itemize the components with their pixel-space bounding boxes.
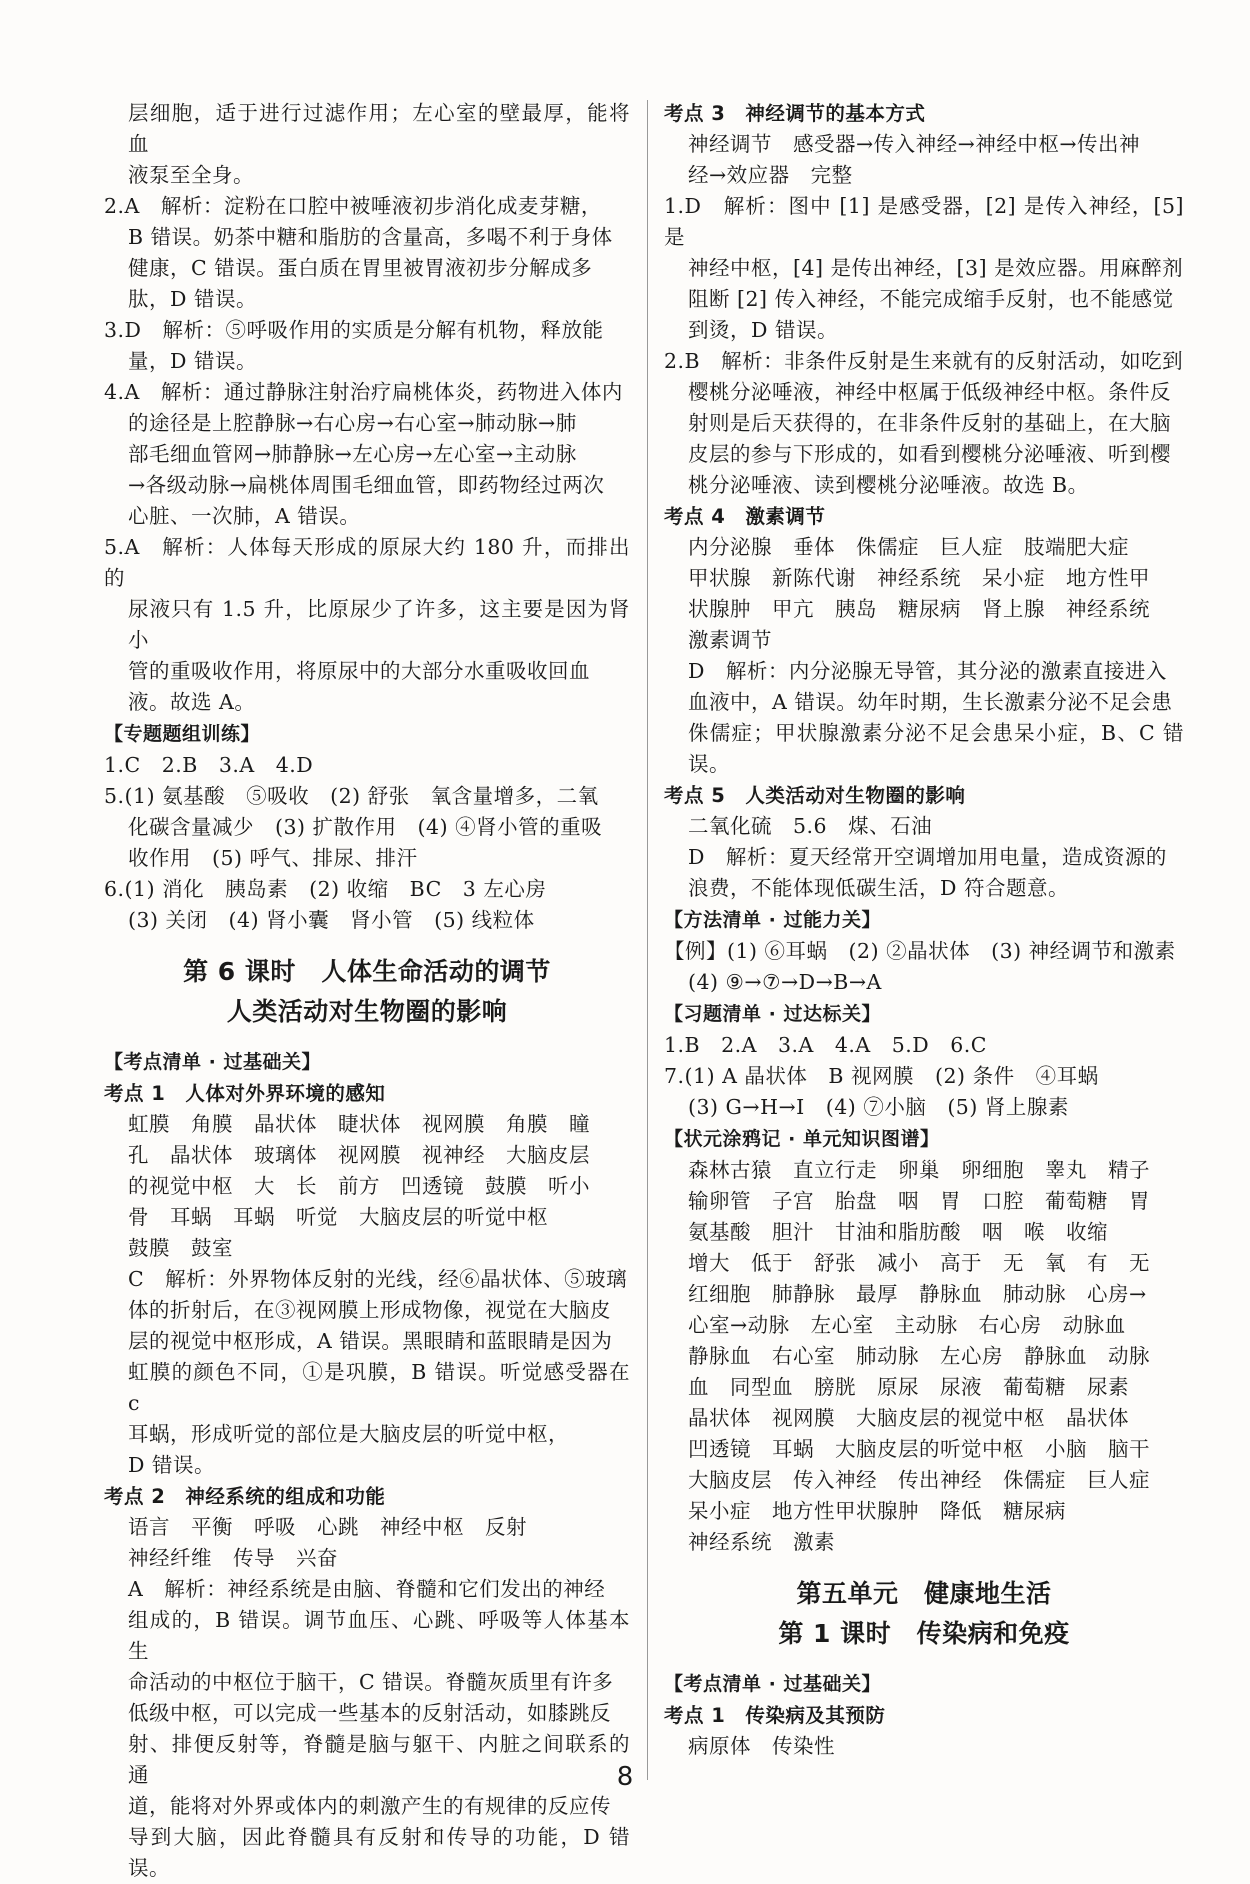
text-line: 虹膜的颜色不同，①是巩膜，B 错误。听觉感受器在 c: [128, 1360, 630, 1415]
text-line: 耳蜗，形成听觉的部位是大脑皮层的听觉中枢，: [128, 1422, 569, 1446]
text-line: 【考点清单 · 过基础关】: [664, 1673, 881, 1695]
text-line: (3) G→H→I (4) ⑦小脑 (5) 肾上腺素: [688, 1095, 1069, 1119]
text-line: 健康，C 错误。蛋白质在胃里被胃液初步分解成多: [128, 256, 593, 280]
text-line: 层的视觉中枢形成，A 错误。黑眼睛和蓝眼睛是因为: [128, 1329, 613, 1353]
text-line: (3) 关闭 (4) 肾小囊 肾小管 (5) 线粒体: [128, 908, 535, 932]
text-line: 5.(1) 氨基酸 ⑤吸收 (2) 舒张 氧含量增多，二氧: [104, 784, 599, 808]
text-line: 命活动的中枢位于脑干，C 错误。脊髓灰质里有许多: [128, 1670, 614, 1694]
page-number: 8: [616, 1762, 634, 1792]
text-line: A 解析：神经系统是由脑、脊髓和它们发出的神经: [128, 1577, 606, 1601]
text-line: 神经纤维 传导 兴奋: [128, 1546, 338, 1570]
text-line: 虹膜 角膜 晶状体 睫状体 视网膜 角膜 瞳: [128, 1112, 590, 1136]
text-line: 神经调节 感受器→传入神经→神经中枢→传出神: [688, 132, 1141, 156]
text-line: 红细胞 肺静脉 最厚 静脉血 肺动脉 心房→: [688, 1282, 1147, 1306]
text-line: 管的重吸收作用，将原尿中的大部分水重吸收回血: [128, 659, 590, 683]
text-line: 浪费，不能体现低碳生活，D 符合题意。: [688, 876, 1069, 900]
text-line: 道，能将对外界或体内的刺激产生的有规律的反应传: [128, 1794, 611, 1818]
lesson-6-heading: [104, 952, 630, 1032]
text-line: 【专题题组训练】: [104, 723, 261, 745]
text-line: 侏儒症；甲状腺激素分泌不足会患呆小症，B、C 错误。: [688, 721, 1184, 776]
text-line: 收作用 (5) 呼气、排尿、排汗: [128, 846, 418, 870]
text-line: →各级动脉→扁桃体周围毛细血管，即药物经过两次: [128, 473, 605, 497]
unit-5-answers: [664, 1668, 1184, 1762]
text-line: D 错误。: [128, 1453, 215, 1477]
text-line: D 解析：内分泌腺无导管，其分泌的激素直接进入: [688, 659, 1167, 683]
text-line: 孔 晶状体 玻璃体 视网膜 视神经 大脑皮层: [128, 1143, 590, 1167]
text-line: 6.(1) 消化 胰岛素 (2) 收缩 BC 3 左心房: [104, 877, 547, 901]
text-line: 神经系统 激素: [688, 1530, 835, 1554]
text-line: 化碳含量减少 (3) 扩散作用 (4) ④肾小管的重吸: [128, 815, 603, 839]
text-line: 到烫，D 错误。: [688, 318, 838, 342]
text-line: 神经中枢，[4] 是传出神经，[3] 是效应器。用麻醉剂: [688, 256, 1184, 280]
text-line: 血 同型血 膀胱 原尿 尿液 葡萄糖 尿素: [688, 1375, 1129, 1399]
text-line: 【习题清单 · 过达标关】: [664, 1003, 881, 1025]
text-line: 部毛细血管网→肺静脉→左心房→左心室→主动脉: [128, 442, 577, 466]
text-line: 晶状体 视网膜 大脑皮层的视觉中枢 晶状体: [688, 1406, 1129, 1430]
text-line: 考点 1 人体对外界环境的感知: [104, 1082, 386, 1105]
text-line: 1.C 2.B 3.A 4.D: [104, 753, 314, 777]
text-line: 考点 3 神经调节的基本方式: [664, 102, 926, 125]
text-line: 考点 4 激素调节: [664, 505, 826, 528]
column-divider: [647, 100, 648, 1780]
text-line: 【状元涂鸦记 · 单元知识图谱】: [664, 1128, 940, 1150]
text-line: 层细胞，适于进行过滤作用；左心室的壁最厚，能将血: [128, 101, 630, 156]
text-line: 考点 2 神经系统的组成和功能: [104, 1485, 386, 1508]
text-line: 肽，D 错误。: [128, 287, 257, 311]
text-line: 液泵至全身。: [128, 163, 254, 187]
text-line: 体的折射后，在③视网膜上形成物像，视觉在大脑皮: [128, 1298, 611, 1322]
text-line: 量，D 错误。: [128, 349, 257, 373]
text-line: B 错误。奶茶中糖和脂肪的含量高，多喝不利于身体: [128, 225, 613, 249]
left-answer-block: [104, 98, 630, 936]
text-line: 输卵管 子宫 胎盘 咽 胃 口腔 葡萄糖 胃: [688, 1189, 1150, 1213]
text-line: 皮层的参与下形成的，如看到樱桃分泌唾液、听到樱: [688, 442, 1171, 466]
right-answer-block: [664, 98, 1184, 1558]
lesson-6-answers: [104, 1046, 630, 1884]
text-line: 液。故选 A。: [128, 690, 256, 714]
text-line: 森林古猿 直立行走 卵巢 卵细胞 睾丸 精子: [688, 1158, 1150, 1182]
text-line: 心室→动脉 左心室 主动脉 右心房 动脉血: [688, 1313, 1126, 1337]
text-line: 尿液只有 1.5 升，比原尿少了许多，这主要是因为肾小: [128, 597, 630, 652]
text-line: 桃分泌唾液、读到樱桃分泌唾液。故选 B。: [688, 473, 1089, 497]
text-line: 大脑皮层 传入神经 传出神经 侏儒症 巨人症: [688, 1468, 1150, 1492]
text-line: 射则是后天获得的，在非条件反射的基础上，在大脑: [688, 411, 1171, 435]
text-line: 樱桃分泌唾液，神经中枢属于低级神经中枢。条件反: [688, 380, 1171, 404]
text-line: C 解析：外界物体反射的光线，经⑥晶状体、⑤玻璃: [128, 1267, 628, 1291]
text-line: 射、排便反射等，脊髓是脑与躯干、内脏之间联系的通: [128, 1732, 630, 1787]
text-line: 状腺肿 甲亢 胰岛 糖尿病 肾上腺 神经系统: [688, 597, 1150, 621]
text-line: (4) ⑨→⑦→D→B→A: [688, 970, 882, 994]
text-line: 鼓膜 鼓室: [128, 1236, 233, 1260]
text-line: 【考点清单 · 过基础关】: [104, 1051, 321, 1073]
text-line: 【方法清单 · 过能力关】: [664, 909, 881, 931]
text-line: 的视觉中枢 大 长 前方 凹透镜 鼓膜 听小: [128, 1174, 590, 1198]
text-line: 2.A 解析：淀粉在口腔中被唾液初步消化成麦芽糖，: [104, 194, 602, 218]
text-line: 2.B 解析：非条件反射是生来就有的反射活动，如吃到: [664, 349, 1184, 373]
text-line: 【例】(1) ⑥耳蜗 (2) ②晶状体 (3) 神经调节和激素: [664, 939, 1176, 963]
text-line: 心脏、一次肺，A 错误。: [128, 504, 361, 528]
text-line: 经→效应器 完整: [688, 163, 853, 187]
text-line: 组成的，B 错误。调节血压、心跳、呼吸等人体基本生: [128, 1608, 630, 1663]
text-line: 的途径是上腔静脉→右心房→右心室→肺动脉→肺: [128, 411, 577, 435]
text-line: 阻断 [2] 传入神经，不能完成缩手反射，也不能感觉: [688, 287, 1174, 311]
text-line: 7.(1) A 晶状体 B 视网膜 (2) 条件 ④耳蜗: [664, 1064, 1099, 1088]
text-line: 病原体 传染性: [688, 1734, 835, 1758]
unit-5-title: 第五单元 健康地生活: [796, 1579, 1052, 1608]
text-line: 考点 1 传染病及其预防: [664, 1704, 886, 1727]
text-line: 5.A 解析：人体每天形成的原尿大约 180 升，而排出的: [104, 535, 630, 590]
text-line: 静脉血 右心室 肺动脉 左心房 静脉血 动脉: [688, 1344, 1150, 1368]
unit-5-lesson-1-title: 第 1 课时 传染病和免疫: [778, 1619, 1070, 1648]
left-column: [104, 98, 630, 1884]
lesson-6-subtitle: 人类活动对生物圈的影响: [226, 997, 508, 1026]
text-line: 血液中，A 错误。幼年时期，生长激素分泌不足会患: [688, 690, 1173, 714]
text-line: 3.D 解析：⑤呼吸作用的实质是分解有机物，释放能: [104, 318, 604, 342]
text-line: 呆小症 地方性甲状腺肿 降低 糖尿病: [688, 1499, 1066, 1523]
lesson-6-title: 第 6 课时 人体生命活动的调节: [183, 957, 551, 986]
text-line: 导到大脑，因此脊髓具有反射和传导的功能，D 错误。: [128, 1825, 630, 1880]
text-line: 1.B 2.A 3.A 4.A 5.D 6.C: [664, 1033, 987, 1057]
text-line: 考点 5 人类活动对生物圈的影响: [664, 784, 966, 807]
text-line: 内分泌腺 垂体 侏儒症 巨人症 肢端肥大症: [688, 535, 1129, 559]
text-line: 甲状腺 新陈代谢 神经系统 呆小症 地方性甲: [688, 566, 1150, 590]
text-line: 二氧化硫 5.6 煤、石油: [688, 814, 933, 838]
text-line: 1.D 解析：图中 [1] 是感受器，[2] 是传入神经，[5] 是: [664, 194, 1184, 249]
text-line: 语言 平衡 呼吸 心跳 神经中枢 反射: [128, 1515, 527, 1539]
text-line: D 解析：夏天经常开空调增加用电量，造成资源的: [688, 845, 1167, 869]
text-line: 4.A 解析：通过静脉注射治疗扁桃体炎，药物进入体内: [104, 380, 623, 404]
text-line: 氨基酸 胆汁 甘油和脂肪酸 咽 喉 收缩: [688, 1220, 1108, 1244]
text-line: 增大 低于 舒张 减小 高于 无 氧 有 无: [688, 1251, 1150, 1275]
unit-5-heading: [664, 1574, 1184, 1654]
text-line: 凹透镜 耳蜗 大脑皮层的听觉中枢 小脑 脑干: [688, 1437, 1150, 1461]
right-column: [664, 98, 1184, 1762]
text-line: 激素调节: [688, 628, 772, 652]
text-line: 骨 耳蜗 耳蜗 听觉 大脑皮层的听觉中枢: [128, 1205, 548, 1229]
text-line: 低级中枢，可以完成一些基本的反射活动，如膝跳反: [128, 1701, 611, 1725]
